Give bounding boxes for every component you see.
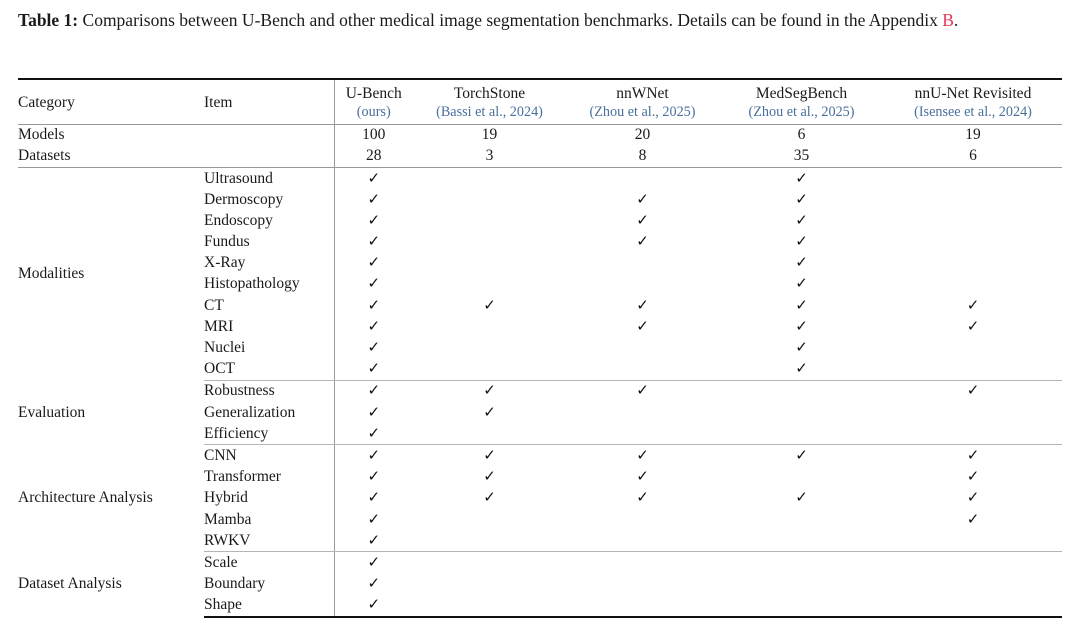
cell-nnwnet (566, 231, 719, 252)
check-icon: ✓ (795, 316, 808, 335)
cell-ubench (334, 530, 413, 552)
item-label: Ultrasound (204, 167, 334, 189)
check-icon: ✓ (367, 574, 381, 593)
cell-nnunet-revisited (884, 252, 1062, 273)
cell-torchstone (413, 337, 566, 358)
check-icon: ✓ (966, 295, 980, 314)
cell-nnunet-revisited (884, 358, 1062, 380)
header-cell-item: Item (204, 79, 334, 124)
cell-torchstone (413, 466, 566, 487)
header-cell-medsegbench (719, 79, 884, 124)
cell-torchstone (413, 189, 566, 210)
cell-medsegbench (719, 466, 884, 487)
stat-label: Datasets (18, 146, 204, 168)
item-label: Fundus (204, 231, 334, 252)
item-label: RWKV (204, 530, 334, 552)
cell-nnwnet (566, 445, 719, 467)
item-label: Robustness (204, 380, 334, 402)
cell-nnwnet (566, 423, 719, 445)
header-citation-nnwnet[interactable]: (Zhou et al., 2025) (589, 103, 696, 120)
check-icon: ✓ (966, 467, 980, 486)
cell-ubench (334, 316, 413, 337)
stat-item-spacer (204, 124, 334, 146)
cell-medsegbench (719, 358, 884, 380)
header-name-medsegbench: MedSegBench (755, 85, 848, 102)
cell-torchstone (413, 552, 566, 574)
cell-medsegbench (719, 167, 884, 189)
stat-value-nnwnet: 8 (566, 146, 719, 168)
cell-torchstone (413, 358, 566, 380)
comparison-table (18, 78, 1062, 618)
cell-nnwnet (566, 466, 719, 487)
cell-ubench (334, 189, 413, 210)
header-cell-category: Category (18, 79, 204, 124)
check-icon: ✓ (367, 295, 381, 314)
cell-medsegbench (719, 594, 884, 616)
cell-ubench (334, 488, 413, 509)
cell-nnunet-revisited (884, 295, 1062, 316)
cell-ubench (334, 509, 413, 530)
cell-nnunet-revisited (884, 423, 1062, 445)
cell-nnunet-revisited (884, 573, 1062, 594)
table-row (18, 380, 1062, 402)
header-citation-medsegbench[interactable]: (Zhou et al., 2025) (748, 103, 855, 120)
item-label: Mamba (204, 509, 334, 530)
table-row (18, 167, 1062, 189)
stat-label: Models (18, 126, 65, 144)
stat-value-nnunet-revisited: 6 (884, 146, 1062, 168)
check-icon: ✓ (795, 274, 808, 293)
check-icon: ✓ (367, 530, 381, 549)
check-icon: ✓ (966, 488, 980, 507)
check-icon: ✓ (795, 445, 808, 464)
table-header-row (18, 79, 1062, 124)
cell-torchstone (413, 530, 566, 552)
cell-ubench (334, 274, 413, 295)
header-citation-ubench: (ours) (356, 103, 391, 120)
stat-value-ubench: 28 (334, 146, 413, 168)
check-icon: ✓ (483, 467, 496, 486)
stat-value-medsegbench: 6 (797, 126, 806, 144)
header-name-nnunet-revisited: nnU-Net Revisited (914, 85, 1032, 102)
check-icon: ✓ (966, 509, 980, 528)
check-icon: ✓ (367, 488, 381, 507)
check-icon: ✓ (367, 423, 381, 442)
stat-row (18, 124, 1062, 146)
cell-ubench (334, 337, 413, 358)
cell-ubench (334, 552, 413, 574)
item-label: Shape (204, 594, 334, 616)
cell-ubench (334, 231, 413, 252)
cell-ubench (334, 423, 413, 445)
cell-torchstone (413, 167, 566, 189)
cell-ubench (334, 167, 413, 189)
check-icon: ✓ (367, 509, 381, 528)
check-icon: ✓ (367, 467, 381, 486)
header-cell-torchstone (413, 79, 566, 124)
cell-ubench (334, 210, 413, 231)
cell-nnunet-revisited (884, 210, 1062, 231)
cell-nnwnet (566, 295, 719, 316)
check-icon: ✓ (636, 295, 649, 314)
table-row (18, 445, 1062, 467)
cell-medsegbench (719, 552, 884, 574)
check-icon: ✓ (483, 295, 496, 314)
check-icon: ✓ (795, 253, 808, 272)
stat-value-ubench: 100 (362, 126, 386, 144)
check-icon: ✓ (966, 316, 980, 335)
cell-nnwnet (566, 488, 719, 509)
check-icon: ✓ (636, 316, 649, 335)
stat-item-spacer (204, 146, 334, 168)
check-icon: ✓ (483, 381, 496, 400)
item-label: Endoscopy (204, 210, 334, 231)
check-icon: ✓ (367, 445, 381, 464)
cell-medsegbench (719, 252, 884, 273)
cell-torchstone (413, 488, 566, 509)
header-cell-nnwnet (566, 79, 719, 124)
cell-medsegbench (719, 316, 884, 337)
check-icon: ✓ (367, 381, 381, 400)
stat-row (18, 146, 1062, 168)
cell-torchstone (413, 252, 566, 273)
cell-torchstone (413, 573, 566, 594)
cell-ubench (334, 252, 413, 273)
check-icon: ✓ (367, 253, 381, 272)
stat-value-torchstone: 19 (481, 126, 498, 144)
cell-medsegbench (719, 573, 884, 594)
cell-nnwnet (566, 380, 719, 402)
stat-value-torchstone: 3 (413, 146, 566, 168)
cell-medsegbench (719, 445, 884, 467)
cell-nnunet-revisited (884, 167, 1062, 189)
caption-text-after: . (953, 10, 959, 30)
cell-nnwnet (566, 509, 719, 530)
cell-torchstone (413, 402, 566, 423)
header-cell-ubench (334, 79, 413, 124)
category-label-dataset-analysis: Dataset Analysis (18, 575, 122, 593)
cell-torchstone (413, 509, 566, 530)
check-icon: ✓ (795, 210, 808, 229)
check-icon: ✓ (367, 189, 381, 208)
cell-ubench (334, 295, 413, 316)
check-icon: ✓ (636, 445, 649, 464)
cell-ubench (334, 445, 413, 467)
cell-torchstone (413, 594, 566, 616)
check-icon: ✓ (636, 210, 649, 229)
cell-nnwnet (566, 167, 719, 189)
check-icon: ✓ (966, 445, 980, 464)
cell-nnunet-revisited (884, 402, 1062, 423)
cell-torchstone (413, 445, 566, 467)
check-icon: ✓ (795, 359, 808, 378)
cell-nnwnet (566, 573, 719, 594)
item-label: CT (204, 295, 334, 316)
cell-medsegbench (719, 189, 884, 210)
item-label: Nuclei (204, 337, 334, 358)
cell-medsegbench (719, 210, 884, 231)
cell-nnwnet (566, 274, 719, 295)
cell-medsegbench (719, 337, 884, 358)
cell-medsegbench (719, 402, 884, 423)
category-label-architecture-analysis: Architecture Analysis (18, 489, 153, 507)
item-label: OCT (204, 358, 334, 380)
cell-ubench (334, 573, 413, 594)
caption-text-before: Comparisons between U-Bench and other medical image segmentation benchmarks. Details can be found in the Appendix (78, 10, 943, 30)
cell-ubench (334, 466, 413, 487)
cell-torchstone (413, 423, 566, 445)
cell-nnwnet (566, 189, 719, 210)
caption-label: Table 1: (18, 10, 79, 30)
cell-nnwnet (566, 552, 719, 574)
check-icon: ✓ (367, 210, 381, 229)
check-icon: ✓ (636, 232, 649, 251)
check-icon: ✓ (636, 467, 649, 486)
stat-value-nnunet-revisited: 19 (965, 126, 981, 144)
cell-nnunet-revisited (884, 316, 1062, 337)
item-label: Boundary (204, 573, 334, 594)
cell-torchstone (413, 295, 566, 316)
check-icon: ✓ (483, 402, 496, 421)
table-body (18, 78, 1062, 617)
category-label-evaluation: Evaluation (18, 403, 86, 421)
cell-nnunet-revisited (884, 231, 1062, 252)
item-label: Dermoscopy (204, 189, 334, 210)
check-icon: ✓ (795, 338, 808, 357)
cell-ubench (334, 594, 413, 616)
check-icon: ✓ (795, 295, 808, 314)
cell-nnunet-revisited (884, 380, 1062, 402)
cell-torchstone (413, 274, 566, 295)
check-icon: ✓ (367, 359, 381, 378)
cell-nnunet-revisited (884, 552, 1062, 574)
header-citation-nnunet-revisited[interactable]: (Isensee et al., 2024) (914, 103, 1032, 120)
cell-nnunet-revisited (884, 594, 1062, 616)
table-caption (18, 8, 1064, 34)
item-label: X-Ray (204, 252, 334, 273)
item-label: Efficiency (204, 423, 334, 445)
check-icon: ✓ (636, 381, 649, 400)
cell-ubench (334, 402, 413, 423)
appendix-reference-link[interactable]: B (942, 10, 954, 30)
check-icon: ✓ (795, 232, 808, 251)
check-icon: ✓ (795, 488, 808, 507)
check-icon: ✓ (367, 402, 381, 421)
item-label: Generalization (204, 402, 334, 423)
cell-nnunet-revisited (884, 445, 1062, 467)
cell-medsegbench (719, 509, 884, 530)
cell-nnwnet (566, 252, 719, 273)
cell-nnunet-revisited (884, 466, 1062, 487)
header-name-torchstone: TorchStone (453, 85, 526, 102)
check-icon: ✓ (966, 381, 980, 400)
cell-nnwnet (566, 358, 719, 380)
header-citation-torchstone[interactable]: (Bassi et al., 2024) (436, 103, 543, 120)
item-label: CNN (204, 445, 334, 467)
cell-torchstone (413, 316, 566, 337)
check-icon: ✓ (483, 445, 496, 464)
header-name-nnwnet: nnWNet (616, 85, 669, 102)
cell-medsegbench (719, 380, 884, 402)
check-icon: ✓ (636, 189, 649, 208)
cell-nnwnet (566, 594, 719, 616)
item-label: Scale (204, 552, 334, 574)
cell-torchstone (413, 210, 566, 231)
cell-medsegbench (719, 423, 884, 445)
cell-nnunet-revisited (884, 274, 1062, 295)
cell-torchstone (413, 380, 566, 402)
cell-nnwnet (566, 316, 719, 337)
check-icon: ✓ (367, 595, 381, 614)
cell-medsegbench (719, 488, 884, 509)
cell-nnunet-revisited (884, 337, 1062, 358)
item-label: Histopathology (204, 274, 334, 295)
cell-medsegbench (719, 274, 884, 295)
stat-value-medsegbench: 35 (719, 146, 884, 168)
check-icon: ✓ (636, 488, 649, 507)
check-icon: ✓ (367, 552, 381, 571)
check-icon: ✓ (367, 232, 381, 251)
cell-nnwnet (566, 210, 719, 231)
cell-ubench (334, 380, 413, 402)
header-cell-nnunet-revisited (884, 79, 1062, 124)
item-label: MRI (204, 316, 334, 337)
check-icon: ✓ (367, 274, 381, 293)
header-name-ubench: U-Bench (345, 85, 402, 102)
cell-medsegbench (719, 295, 884, 316)
check-icon: ✓ (367, 338, 381, 357)
category-label-modalities: Modalities (18, 265, 85, 283)
item-label: Transformer (204, 466, 334, 487)
stat-value-nnwnet: 20 (634, 126, 651, 144)
check-icon: ✓ (795, 189, 808, 208)
cell-nnwnet (566, 530, 719, 552)
cell-nnwnet (566, 337, 719, 358)
table-row (18, 552, 1062, 574)
cell-nnunet-revisited (884, 189, 1062, 210)
item-label: Hybrid (204, 488, 334, 509)
check-icon: ✓ (483, 488, 496, 507)
cell-nnwnet (566, 402, 719, 423)
cell-nnunet-revisited (884, 530, 1062, 552)
cell-nnunet-revisited (884, 509, 1062, 530)
cell-medsegbench (719, 530, 884, 552)
check-icon: ✓ (795, 168, 808, 187)
cell-medsegbench (719, 231, 884, 252)
cell-ubench (334, 358, 413, 380)
comparison-table-wrapper (18, 78, 1062, 618)
check-icon: ✓ (367, 168, 381, 187)
cell-torchstone (413, 231, 566, 252)
cell-nnunet-revisited (884, 488, 1062, 509)
check-icon: ✓ (367, 316, 381, 335)
